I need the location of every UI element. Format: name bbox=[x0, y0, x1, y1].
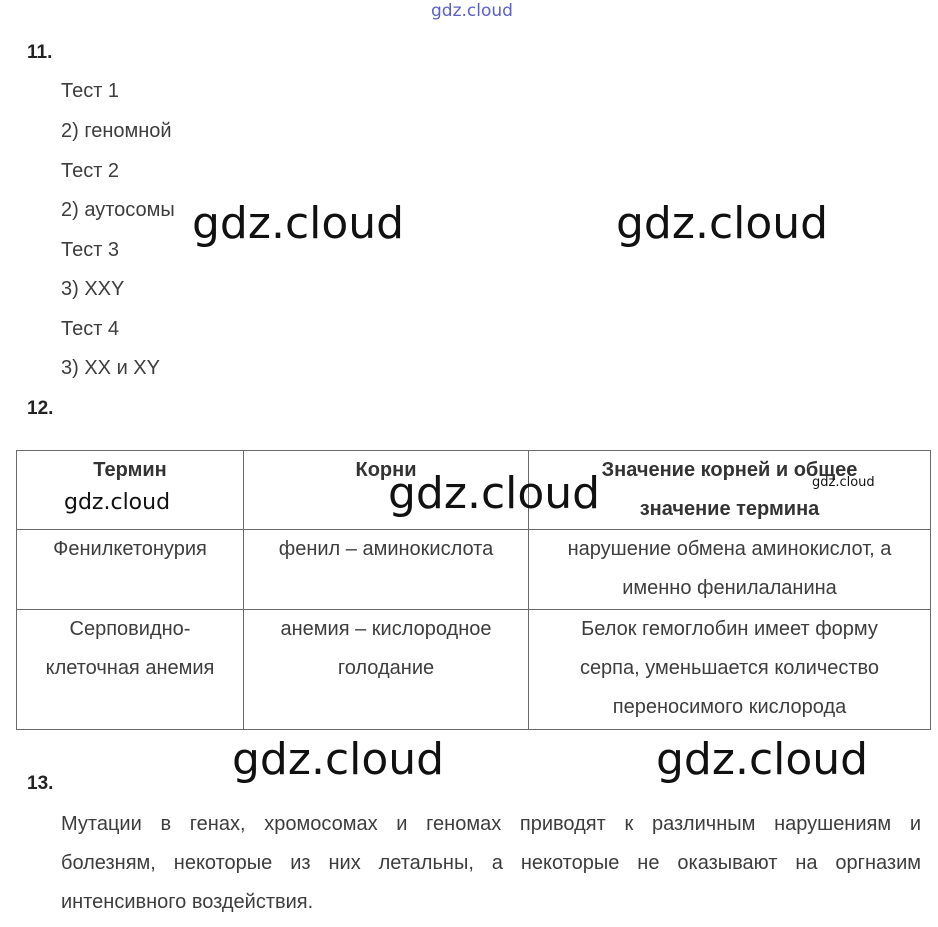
table-cell: нарушение обмена аминокислот, а именно фенилаланина bbox=[529, 530, 931, 610]
watermark-small: gdz.cloud bbox=[812, 475, 875, 490]
answer-line: Тест 1 bbox=[61, 80, 120, 102]
paragraph-line: болезням, некоторые из них летальны, а некоторые не оказывают на оргназим bbox=[61, 852, 921, 874]
answer-line: 2) геномной bbox=[61, 120, 172, 142]
table-cell: фенил – аминокислота bbox=[244, 530, 529, 610]
answer-line: Тест 4 bbox=[61, 318, 120, 340]
watermark-top: gdz.cloud bbox=[431, 1, 513, 21]
section-13-number: 13. bbox=[27, 773, 54, 794]
table-cell: Серповидно-клеточная анемия bbox=[17, 610, 244, 730]
table-row bbox=[17, 610, 931, 730]
paragraph-line: интенсивного воздействия. bbox=[61, 891, 314, 913]
watermark-large: gdz.cloud bbox=[656, 734, 869, 785]
table-cell: Фенилкетонурия bbox=[17, 530, 244, 610]
section-12-number: 12. bbox=[27, 398, 54, 419]
answer-line: 3) XXY bbox=[61, 278, 125, 300]
answer-line: Тест 3 bbox=[61, 239, 120, 261]
table-header-cell: Корни bbox=[244, 451, 529, 530]
answer-line: 3) XX и XY bbox=[61, 357, 160, 379]
table-cell: Белок гемоглобин имеет форму серпа, уменьшается количество переносимого кислорода bbox=[529, 610, 931, 730]
paragraph-line: Мутации в генах, хромосомах и геномах приводят к различным нарушениям и bbox=[61, 813, 921, 835]
watermark-large: gdz.cloud bbox=[388, 468, 601, 519]
answer-line: Тест 2 bbox=[61, 160, 120, 182]
table-header-cell: Термин bbox=[17, 451, 244, 530]
table-row bbox=[17, 530, 931, 610]
section-13-paragraph bbox=[61, 805, 921, 922]
watermark-large: gdz.cloud bbox=[192, 198, 405, 249]
section-11-number: 11. bbox=[27, 42, 53, 63]
table-header-cell: Значение корней и общее значение термина bbox=[529, 451, 931, 530]
watermark-large: gdz.cloud bbox=[616, 198, 829, 249]
watermark-small: gdz.cloud bbox=[64, 490, 171, 515]
table-cell: анемия – кислородное голодание bbox=[244, 610, 529, 730]
watermark-large: gdz.cloud bbox=[232, 734, 445, 785]
answer-line: 2) аутосомы bbox=[61, 199, 175, 221]
